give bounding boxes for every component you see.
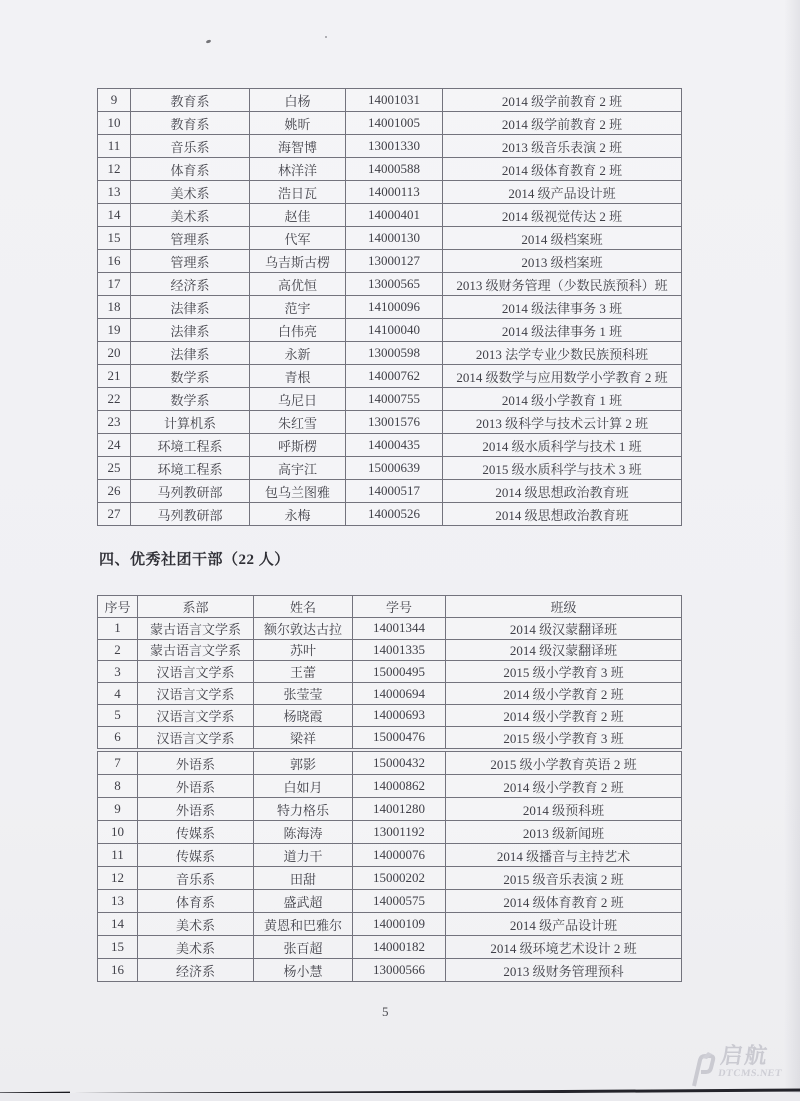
table-row — [98, 411, 682, 434]
table-cell: 2014 级思想政治教育班 — [443, 503, 682, 526]
table-cell: 2 — [98, 639, 138, 661]
table-row — [98, 319, 682, 342]
table-cell: 法律系 — [131, 342, 250, 365]
table-cell: 14001031 — [346, 89, 443, 112]
section-heading: 四、优秀社团干部（22 人） — [99, 552, 290, 568]
table-cell: 4 — [98, 683, 138, 705]
table-cell: 5 — [98, 704, 138, 726]
table-row — [98, 890, 682, 913]
column-header: 系部 — [138, 596, 254, 618]
ink-speck — [325, 36, 327, 38]
table-cell: 7 — [98, 752, 138, 775]
table-cell: 11 — [98, 135, 131, 158]
table-cell: 9 — [98, 798, 138, 821]
table-cell: 音乐系 — [138, 867, 254, 890]
watermark-brand: 启航 — [719, 1043, 771, 1068]
table-cell: 2014 级水质科学与技术 1 班 — [443, 434, 682, 457]
table-cell: 10 — [98, 112, 131, 135]
table-cell: 特力格乐 — [254, 798, 353, 821]
table-cell: 11 — [98, 844, 138, 867]
table-cell: 12 — [98, 158, 131, 181]
table-cell: 计算机系 — [131, 411, 250, 434]
table-cell: 14000755 — [346, 388, 443, 411]
table-row — [98, 683, 682, 705]
table-cell: 2013 级档案班 — [443, 250, 682, 273]
table-cell: 15000639 — [346, 457, 443, 480]
table-cell: 13001192 — [353, 821, 446, 844]
table-cell: 外语系 — [138, 752, 254, 775]
table-row — [98, 388, 682, 411]
table-cell: 14000076 — [353, 844, 446, 867]
table-cell: 2014 级学前教育 2 班 — [443, 89, 682, 112]
table-cell: 14000401 — [346, 204, 443, 227]
scanner-background — [0, 1093, 800, 1101]
table-cell: 14000575 — [353, 890, 446, 913]
table-cell: 青根 — [250, 365, 346, 388]
table-cell: 14001280 — [353, 798, 446, 821]
table-cell: 2013 级科学与技术云计算 2 班 — [443, 411, 682, 434]
column-header: 班级 — [446, 596, 682, 618]
table-cell: 赵佳 — [250, 204, 346, 227]
table-cell: 乌吉斯古楞 — [250, 250, 346, 273]
table-cell: 朱红雪 — [250, 411, 346, 434]
table-row — [98, 726, 682, 748]
table-cell: 13000566 — [353, 959, 446, 982]
table-cell: 郭影 — [254, 752, 353, 775]
table-cell: 法律系 — [131, 296, 250, 319]
table-row — [98, 457, 682, 480]
table-cell: 15000432 — [353, 752, 446, 775]
table-row — [98, 821, 682, 844]
table-cell: 14000182 — [353, 936, 446, 959]
table-cell: 黄恩和巴雅尔 — [254, 913, 353, 936]
table-cell: 浩日瓦 — [250, 181, 346, 204]
table-cell: 经济系 — [138, 959, 254, 982]
table-cell: 14000694 — [353, 683, 446, 705]
table-cell: 2013 法学专业少数民族预科班 — [443, 342, 682, 365]
table-cell: 经济系 — [131, 273, 250, 296]
table-cell: 汉语言文学系 — [138, 704, 254, 726]
table-cell: 14 — [98, 913, 138, 936]
table-cell: 汉语言文学系 — [138, 661, 254, 683]
table-cell: 苏叶 — [254, 639, 353, 661]
table-row — [98, 617, 682, 639]
table-cell: 16 — [98, 959, 138, 982]
table-cell: 26 — [98, 480, 131, 503]
table-cell: 2014 级体育教育 2 班 — [446, 890, 682, 913]
column-header: 姓名 — [254, 596, 353, 618]
table-row — [98, 204, 682, 227]
table-cell: 2015 级小学教育英语 2 班 — [446, 752, 682, 775]
table-cell: 2014 级环境艺术设计 2 班 — [446, 936, 682, 959]
table-row — [98, 250, 682, 273]
table-cell: 杨小慧 — [254, 959, 353, 982]
table-cell: 27 — [98, 503, 131, 526]
table-cell: 2014 级法律事务 3 班 — [443, 296, 682, 319]
table-cell: 数学系 — [131, 388, 250, 411]
table-cell: 12 — [98, 867, 138, 890]
table-row — [98, 798, 682, 821]
table-cell: 14000762 — [346, 365, 443, 388]
table-cell: 体育系 — [138, 890, 254, 913]
table-cell: 美术系 — [131, 181, 250, 204]
table-cell: 2015 级音乐表演 2 班 — [446, 867, 682, 890]
table-cell: 13 — [98, 181, 131, 204]
table-cell: 2014 级预科班 — [446, 798, 682, 821]
table-cell: 14 — [98, 204, 131, 227]
table-cell: 陈海涛 — [254, 821, 353, 844]
table-cell: 25 — [98, 457, 131, 480]
table-cell: 15000202 — [353, 867, 446, 890]
table-cell: 体育系 — [131, 158, 250, 181]
table-cell: 14100096 — [346, 296, 443, 319]
table-cell: 汉语言文学系 — [138, 726, 254, 748]
table-cell: 高宇江 — [250, 457, 346, 480]
table-row — [98, 296, 682, 319]
table-cell: 马列教研部 — [131, 480, 250, 503]
table-cell: 美术系 — [138, 913, 254, 936]
table-cell: 13001330 — [346, 135, 443, 158]
table-cell: 13000598 — [346, 342, 443, 365]
table-row — [98, 112, 682, 135]
table-cell: 教育系 — [131, 89, 250, 112]
table-cell: 18 — [98, 296, 131, 319]
table-row — [98, 342, 682, 365]
table-cell: 19 — [98, 319, 131, 342]
table-cell: 2015 级水质科学与技术 3 班 — [443, 457, 682, 480]
table-cell: 24 — [98, 434, 131, 457]
table-cell: 姚昕 — [250, 112, 346, 135]
table-cell: 永新 — [250, 342, 346, 365]
table-cell: 15 — [98, 227, 131, 250]
table-cell: 13001576 — [346, 411, 443, 434]
table-cell: 美术系 — [138, 936, 254, 959]
table-row — [98, 480, 682, 503]
table-cell: 林洋洋 — [250, 158, 346, 181]
table-cell: 张百超 — [254, 936, 353, 959]
table-cell: 2014 级小学教育 2 班 — [446, 704, 682, 726]
table-cell: 环境工程系 — [131, 434, 250, 457]
table-cell: 2014 级产品设计班 — [446, 913, 682, 936]
table-row — [98, 503, 682, 526]
table-cell: 20 — [98, 342, 131, 365]
table-cell: 管理系 — [131, 250, 250, 273]
table-cell: 14000109 — [353, 913, 446, 936]
table-cell: 传媒系 — [138, 844, 254, 867]
qihang-logo-icon — [688, 1048, 718, 1088]
table-cell: 2014 级小学教育 2 班 — [446, 683, 682, 705]
table-cell: 管理系 — [131, 227, 250, 250]
scan-edge-shadow — [784, 0, 800, 1101]
table-row — [98, 959, 682, 982]
table-cell: 23 — [98, 411, 131, 434]
table-cell: 外语系 — [138, 775, 254, 798]
table-cell: 15 — [98, 936, 138, 959]
club-cadres-table-part2 — [97, 751, 682, 982]
table-cell: 乌尼日 — [250, 388, 346, 411]
table-row — [98, 844, 682, 867]
table-cell: 14000113 — [346, 181, 443, 204]
table-cell: 14000517 — [346, 480, 443, 503]
table-cell: 2014 级思想政治教育班 — [443, 480, 682, 503]
table-cell: 2014 级汉蒙翻译班 — [446, 617, 682, 639]
table-cell: 环境工程系 — [131, 457, 250, 480]
table-cell: 蒙古语言文学系 — [138, 617, 254, 639]
table-row — [98, 775, 682, 798]
table-row — [98, 867, 682, 890]
table-cell: 海智博 — [250, 135, 346, 158]
table-cell: 3 — [98, 661, 138, 683]
table-cell: 外语系 — [138, 798, 254, 821]
table-row — [98, 434, 682, 457]
table-cell: 2014 级视觉传达 2 班 — [443, 204, 682, 227]
table-cell: 22 — [98, 388, 131, 411]
page-number: 5 — [382, 1004, 389, 1019]
table-cell: 音乐系 — [131, 135, 250, 158]
table-cell: 8 — [98, 775, 138, 798]
table-cell: 14000693 — [353, 704, 446, 726]
table-cell: 永梅 — [250, 503, 346, 526]
table-cell: 14001344 — [353, 617, 446, 639]
table-row — [98, 365, 682, 388]
table-row — [98, 639, 682, 661]
table-cell: 14001335 — [353, 639, 446, 661]
table-cell: 14000526 — [346, 503, 443, 526]
table-cell: 2014 级学前教育 2 班 — [443, 112, 682, 135]
table-cell: 2013 级财务管理预科 — [446, 959, 682, 982]
table-cell: 2014 级小学教育 1 班 — [443, 388, 682, 411]
table-cell: 数学系 — [131, 365, 250, 388]
table-cell: 2013 级音乐表演 2 班 — [443, 135, 682, 158]
table-row — [98, 704, 682, 726]
table-cell: 15000476 — [353, 726, 446, 748]
table-cell: 法律系 — [131, 319, 250, 342]
table-row — [98, 181, 682, 204]
table-cell: 14100040 — [346, 319, 443, 342]
table-cell: 2013 级新闻班 — [446, 821, 682, 844]
table-cell: 14001005 — [346, 112, 443, 135]
table-row — [98, 661, 682, 683]
watermark — [688, 1044, 794, 1094]
table-cell: 包乌兰图雅 — [250, 480, 346, 503]
table-cell: 额尔敦达古拉 — [254, 617, 353, 639]
watermark-domain: DTCMS.NET — [717, 1068, 783, 1079]
table-row — [98, 89, 682, 112]
column-header: 序号 — [98, 596, 138, 618]
table-cell: 2014 级体育教育 2 班 — [443, 158, 682, 181]
table-cell: 田甜 — [254, 867, 353, 890]
table-cell: 17 — [98, 273, 131, 296]
table-cell: 2014 级数学与应用数学小学教育 2 班 — [443, 365, 682, 388]
table-cell: 白如月 — [254, 775, 353, 798]
table-cell: 梁祥 — [254, 726, 353, 748]
table-cell: 1 — [98, 617, 138, 639]
table-cell: 2014 级小学教育 2 班 — [446, 775, 682, 798]
table-cell: 2014 级汉蒙翻译班 — [446, 639, 682, 661]
table-cell: 14000435 — [346, 434, 443, 457]
table-cell: 道力干 — [254, 844, 353, 867]
table-cell: 16 — [98, 250, 131, 273]
table-cell: 2014 级产品设计班 — [443, 181, 682, 204]
table-cell: 14000130 — [346, 227, 443, 250]
table-cell: 呼斯楞 — [250, 434, 346, 457]
table-cell: 6 — [98, 726, 138, 748]
table-row — [98, 273, 682, 296]
table-cell: 2014 级播音与主持艺术 — [446, 844, 682, 867]
table-cell: 2015 级小学教育 3 班 — [446, 726, 682, 748]
table-cell: 汉语言文学系 — [138, 683, 254, 705]
table-row — [98, 752, 682, 775]
table-row — [98, 913, 682, 936]
table-header-row — [98, 596, 682, 618]
table-cell: 14000588 — [346, 158, 443, 181]
column-header: 学号 — [353, 596, 446, 618]
table-cell: 白伟亮 — [250, 319, 346, 342]
table-row — [98, 135, 682, 158]
table-cell: 21 — [98, 365, 131, 388]
table-cell: 代军 — [250, 227, 346, 250]
table-cell: 13000127 — [346, 250, 443, 273]
table-cell: 王蕾 — [254, 661, 353, 683]
table-cell: 2014 级法律事务 1 班 — [443, 319, 682, 342]
table-cell: 2015 级小学教育 3 班 — [446, 661, 682, 683]
table-cell: 14000862 — [353, 775, 446, 798]
table-cell: 高优恒 — [250, 273, 346, 296]
table-cell: 10 — [98, 821, 138, 844]
table-cell: 白杨 — [250, 89, 346, 112]
table-cell: 范宇 — [250, 296, 346, 319]
table-cell: 13000565 — [346, 273, 443, 296]
table-cell: 传媒系 — [138, 821, 254, 844]
table-cell: 2014 级档案班 — [443, 227, 682, 250]
table-cell: 2013 级财务管理（少数民族预科）班 — [443, 273, 682, 296]
club-cadres-table-part1 — [97, 595, 682, 749]
table-cell: 蒙古语言文学系 — [138, 639, 254, 661]
table-cell: 美术系 — [131, 204, 250, 227]
table-cell: 13 — [98, 890, 138, 913]
table-row — [98, 227, 682, 250]
table-cell: 盛武超 — [254, 890, 353, 913]
outstanding-students-table-continued — [97, 88, 682, 526]
table-row — [98, 158, 682, 181]
table-cell: 张莹莹 — [254, 683, 353, 705]
table-cell: 教育系 — [131, 112, 250, 135]
table-cell: 马列教研部 — [131, 503, 250, 526]
table-cell: 杨晓霞 — [254, 704, 353, 726]
table-cell: 15000495 — [353, 661, 446, 683]
table-row — [98, 936, 682, 959]
ink-speck — [206, 39, 212, 44]
table-cell: 9 — [98, 89, 131, 112]
